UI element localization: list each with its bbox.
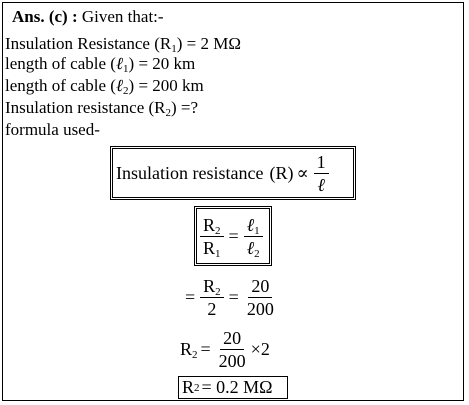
given-line-l1: length of cable (ℓ$_1$) = 20 km xyxy=(5,54,196,75)
given-line-l2: length of cable (ℓ$_2$) = 200 km xyxy=(5,76,204,97)
answer-heading xyxy=(12,7,164,27)
substitution-step: = $\frac{R_2}{2}$ = $\frac{20}{200}$ xyxy=(185,275,274,319)
ratio-expression: $\frac{R_2}{R_1}$ = $\frac{\ell_1}{\ell_2}$ xyxy=(198,209,265,263)
answer-label: Ans. (c) : xyxy=(12,7,78,26)
given-line-r1: Insulation Resistance $(R_1) = 2$ MΩ xyxy=(5,34,241,55)
given-line-r2: Insulation resistance $(R_2)$ =? xyxy=(5,98,199,119)
solve-step: $R_2$ = $\frac{20}{200}$ ×2 xyxy=(180,327,270,371)
formula-expression xyxy=(116,148,331,198)
r-ratio: $\frac{R_2}{R_1}$ xyxy=(200,215,224,258)
formula-fraction: $\frac{1}{\text{ℓ}}$ xyxy=(314,152,329,195)
formula-used-label: formula used- xyxy=(5,120,100,139)
formula-var: (R) xyxy=(269,162,294,183)
given-that-text: Given that:- xyxy=(81,7,164,26)
final-result: R 2 = 0.2 MΩ xyxy=(182,377,273,397)
l-ratio: $\frac{\ell_1}{\ell_2}$ xyxy=(244,215,263,258)
formula-lhs: Insulation resistance xyxy=(116,162,264,183)
proportional-symbol: ∝ xyxy=(296,162,309,183)
